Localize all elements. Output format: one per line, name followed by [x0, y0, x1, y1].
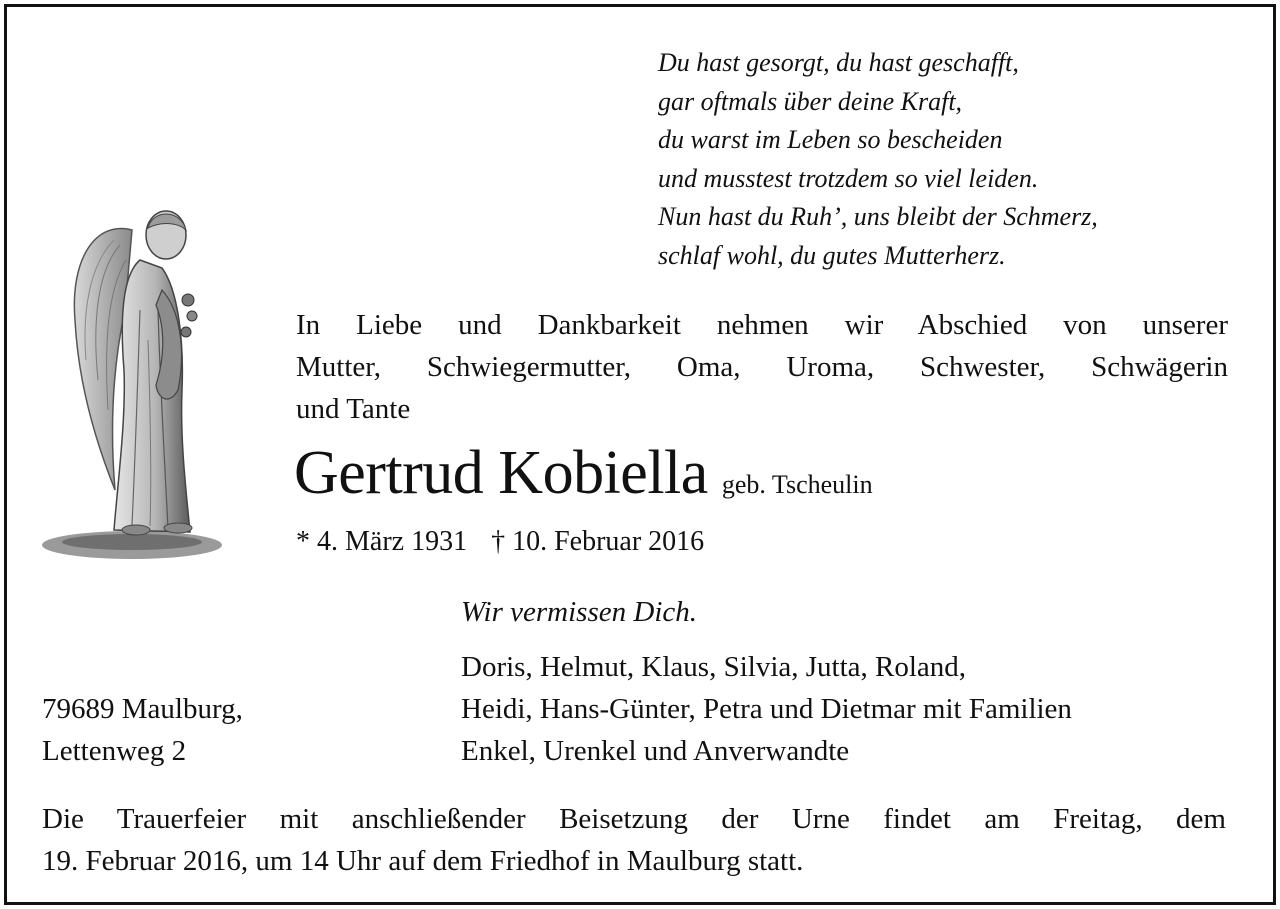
- service-line: 19. Februar 2016, um 14 Uhr auf dem Friedhof in Maulburg statt.: [42, 845, 804, 877]
- address-line: Lettenweg 2: [42, 735, 187, 767]
- mourners-line: Heidi, Hans-Günter, Petra und Dietmar mit Familien: [461, 693, 1072, 725]
- intro-line: und Tante: [296, 393, 411, 425]
- death-date: † 10. Februar 2016: [491, 526, 705, 557]
- poem-line: Du hast gesorgt, du hast geschafft,: [658, 48, 1019, 77]
- angel-statue-icon: [40, 190, 225, 565]
- intro-text: [296, 304, 1228, 430]
- birth-date: * 4. März 1931: [296, 526, 468, 557]
- service-line: Die Trauerfeier mit anschließender Beisetzung der Urne findet am Freitag, dem: [42, 803, 1226, 835]
- mourners-line: Enkel, Urenkel und Anverwandte: [461, 735, 850, 767]
- address-line: 79689 Maulburg,: [42, 693, 243, 725]
- poem-line: gar oftmals über deine Kraft,: [658, 86, 963, 116]
- life-dates: [296, 526, 704, 558]
- intro-line: Mutter, Schwiegermutter, Oma, Uroma, Schwester, Schwägerin: [296, 351, 1228, 383]
- intro-line: In Liebe und Dankbarkeit nehmen wir Abschied von unserer: [296, 309, 1228, 341]
- poem-line: und musstest trotzdem so viel leiden.: [658, 163, 1039, 193]
- miss-you-line: Wir vermissen Dich.: [461, 596, 697, 628]
- poem-line: du warst im Leben so bescheiden: [658, 125, 1003, 154]
- address: [42, 688, 243, 772]
- poem-line: Nun hast du Ruh’, uns bleibt der Schmerz,: [658, 202, 1098, 231]
- mourners-line: Doris, Helmut, Klaus, Silvia, Jutta, Roland,: [461, 651, 967, 683]
- poem: [658, 44, 1098, 275]
- deceased-name: Gertrud Kobiella: [294, 439, 708, 507]
- mourners-list: [461, 646, 1072, 772]
- poem-line: schlaf wohl, du gutes Mutterherz.: [658, 240, 1006, 270]
- deceased-name-row: [294, 438, 873, 509]
- maiden-name: geb. Tscheulin: [721, 470, 873, 499]
- funeral-service-info: [42, 798, 1226, 882]
